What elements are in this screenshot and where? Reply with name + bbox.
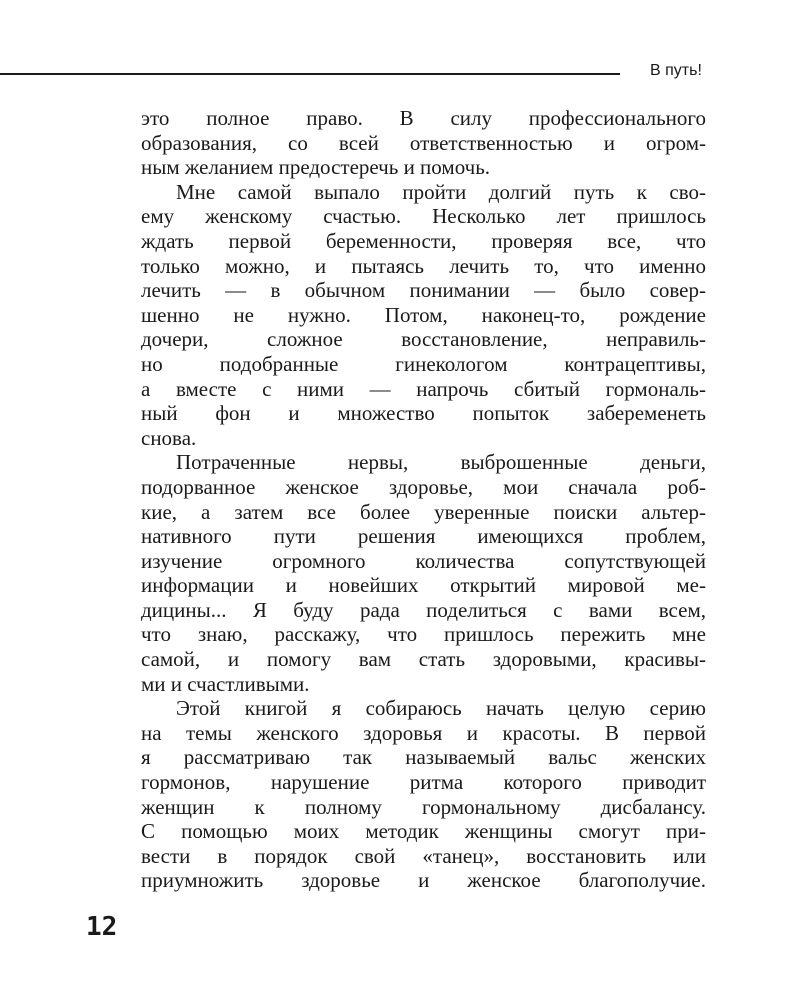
text-line: образования, со всей ответственностью и огром- — [141, 130, 706, 155]
text-line: что знаю, расскажу, что пришлось пережить мне — [141, 622, 706, 647]
text-line: изучение огромного количества сопутствующей — [141, 548, 706, 573]
page-number: 12 — [86, 912, 118, 942]
text-line: женщин к полному гормональному дисбалансу. — [141, 794, 706, 819]
text-line: ждать первой беременности, проверяя все, что — [141, 228, 706, 253]
text-line: снова. — [141, 425, 197, 450]
text-line: только можно, и пытаясь лечить то, что именно — [141, 253, 706, 278]
text-line: ему женскому счастью. Несколько лет пришлось — [141, 204, 706, 229]
running-head-title: В путь! — [650, 62, 702, 79]
text-line: гормонов, нарушение ритма которого приводит — [141, 770, 706, 795]
text-line: но подобранные гинекологом контрацептивы, — [141, 351, 706, 376]
text-line: ным желанием предостеречь и помочь. — [141, 155, 491, 180]
text-line: нативного пути решения имеющихся проблем, — [141, 524, 706, 549]
text-line: кие, а затем все более уверенные поиски альтер- — [141, 499, 706, 524]
text-line: шенно не нужно. Потом, наконец-то, рождение — [141, 302, 706, 327]
text-line: дочери, сложное восстановление, неправиль- — [141, 327, 706, 352]
body-text — [141, 106, 706, 893]
text-line: ный фон и множество попыток забеременеть — [141, 401, 706, 426]
text-line: самой, и помогу вам стать здоровыми, красивы- — [141, 647, 706, 672]
text-line: а вместе с ними — напрочь сбитый гормональ- — [141, 376, 706, 401]
text-line: Потраченные нервы, выброшенные деньги, — [176, 450, 706, 475]
text-line: ми и счастливыми. — [141, 671, 310, 696]
text-line: приумножить здоровье и женское благополучие. — [141, 868, 706, 893]
text-line: дицины... Я буду рада поделиться с вами всем, — [141, 597, 706, 622]
text-line: на темы женского здоровья и красоты. В первой — [141, 720, 706, 745]
text-line: Мне самой выпало пройти долгий путь к сво- — [176, 179, 706, 204]
text-line: вести в порядок свой «танец», восстановить или — [141, 843, 706, 868]
text-line: Этой книгой я собираюсь начать целую серию — [176, 696, 706, 721]
text-line: лечить — в обычном понимании — было совер- — [141, 278, 706, 303]
header-rule — [0, 73, 620, 75]
text-line: это полное право. В силу профессионального — [141, 106, 706, 130]
text-line: подорванное женское здоровье, мои сначала роб- — [141, 474, 706, 499]
text-line: информации и новейших открытий мировой ме- — [141, 573, 706, 598]
text-line: я рассматриваю так называемый вальс женских — [141, 745, 706, 770]
text-line: С помощью моих методик женщины смогут при- — [141, 819, 706, 844]
